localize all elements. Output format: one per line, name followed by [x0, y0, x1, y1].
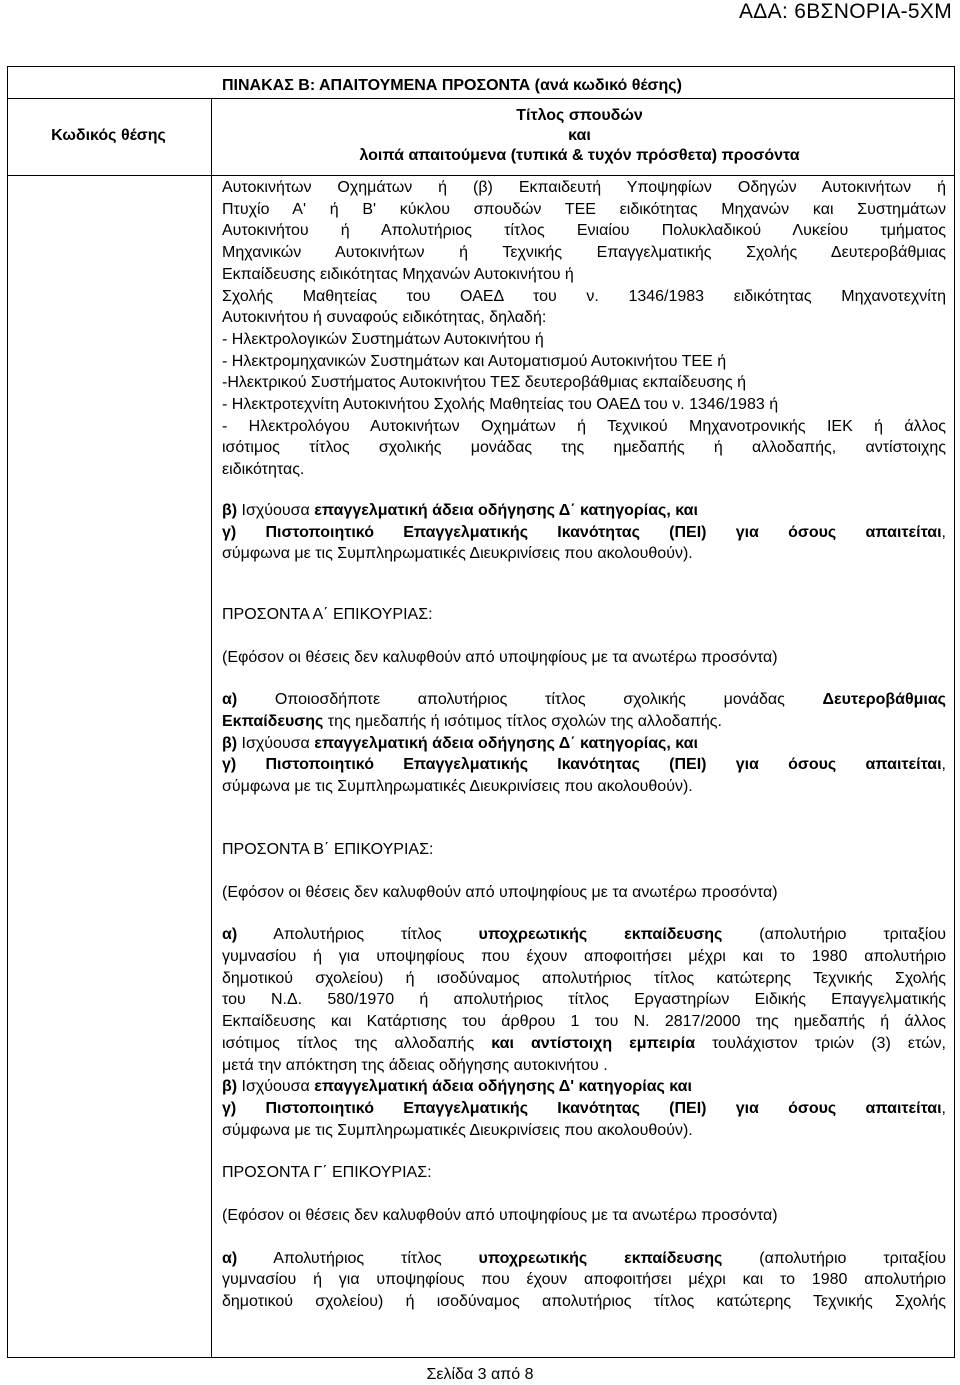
bold-run: επαγγελματική άδεια οδήγησης Δ' κατηγορίας και: [314, 1078, 692, 1096]
text-line: -Ηλεκτρικού Συστήματος Αυτοκινήτου ΤΕΣ δευτεροβάθμιας εκπαίδευσης ή: [222, 374, 747, 392]
text-run: ,: [941, 523, 946, 541]
table-title: ΠΙΝΑΚΑΣ Β: ΑΠΑΙΤΟΥΜΕΝΑ ΠΡΟΣΟΝΤΑ (ανά κωδικό θέσης): [222, 77, 682, 94]
text-line: - Ηλεκτρομηχανικών Συστημάτων και Αυτοματισμού Αυτοκινήτου ΤΕΕ ή: [222, 352, 727, 370]
text-line: του Ν.Δ. 580/1970 ή απολυτήριος τίτλος Εργαστηρίων Ειδικής Επαγγελματικής: [222, 991, 946, 1009]
requirement-b: [222, 500, 946, 522]
section-note: (Εφόσον οι θέσεις δεν καλυφθούν από υποψηφίους με τα ανωτέρω προσόντα): [222, 883, 778, 901]
bold-run: υποχρεωτικής εκπαίδευσης: [478, 1249, 723, 1267]
text-run: Ισχύουσα: [237, 1078, 315, 1096]
bold-run: Εκπαίδευσης: [222, 713, 324, 731]
bold-run: γ) Πιστοποιητικό Επαγγελματικής Ικανότητας (ΠΕΙ) για όσους απαιτείται: [222, 1099, 942, 1117]
text-line: [222, 711, 946, 733]
section-heading: ΠΡΟΣΟΝΤΑ Γ΄ ΕΠΙΚΟΥΡΙΑΣ:: [222, 1164, 432, 1182]
text-run: ,: [941, 756, 946, 774]
qualifications-body: [222, 177, 946, 1313]
requirement-a: [222, 924, 946, 946]
requirement-b: [222, 1076, 946, 1098]
text-run: Ισχύουσα: [237, 734, 315, 752]
column-divider: [211, 98, 212, 1357]
text-line: Πτυχίο Α' ή Β' κύκλου σπουδών ΤΕΕ ειδικότητας Μηχανών και Συστημάτων: [222, 200, 946, 218]
text-line: ειδικότητας.: [222, 461, 305, 479]
text-line: γυμνασίου ή για υποψηφίους που έχουν αποφοιτήσει μέχρι και το 1980 απολυτήριο: [222, 1271, 946, 1289]
text-line: Μηχανικών Αυτοκινήτων ή Τεχνικής Επαγγελματικής Σχολής Δευτεροβάθμιας: [222, 244, 946, 262]
text-line: Αυτοκινήτου ή Απολυτήριος τίτλος Ενιαίου Πολυκλαδικού Λυκείου τμήματος: [222, 222, 946, 240]
section-note: (Εφόσον οι θέσεις δεν καλυφθούν από υποψηφίους με τα ανωτέρω προσόντα): [222, 1207, 778, 1225]
requirement-b: [222, 733, 946, 755]
text-line: δημοτικού σχολείου) ή ισοδύναμος απολυτήριος τίτλος κατώτερης Τεχνικής Σχολής: [222, 969, 946, 987]
bold-run: επαγγελματική άδεια οδήγησης Δ΄ κατηγορίας, και: [314, 501, 698, 519]
text-run: τουλάχιστον τριών (3) ετών,: [695, 1034, 947, 1052]
text-line: Εκπαίδευσης και Κατάρτισης του άρθρου 1 του Ν. 2817/2000 της ημεδαπής ή άλλος: [222, 1013, 946, 1031]
text-line: δημοτικού σχολείου) ή ισοδύναμος απολυτήριος τίτλος κατώτερης Τεχνικής Σχολής: [222, 1293, 946, 1311]
ada-code: ΑΔΑ: 6ΒΣΝΟΡΙΑ-5ΧΜ: [739, 0, 952, 23]
text-line: - Ηλεκτροτεχνίτη Αυτοκινήτου Σχολής Μαθητείας του ΟΑΕΔ του ν. 1346/1983 ή: [222, 396, 779, 414]
text-line: - Ηλεκτρολόγου Αυτοκινήτων Οχημάτων ή Τεχνικού Μηχανοτρονικής ΙΕΚ ή άλλος: [222, 417, 946, 435]
text-line: σύμφωνα με τις Συμπληρωματικές Διευκρινίσεις που ακολουθούν).: [222, 778, 693, 796]
requirement-g: [222, 522, 946, 544]
requirement-g: [222, 1098, 946, 1120]
text-line: Σχολής Μαθητείας του ΟΑΕΔ του ν. 1346/1983 ειδικότητας Μηχανοτεχνίτη: [222, 287, 946, 305]
text-run: (απολυτήριο τριταξίου: [722, 1249, 947, 1267]
text-line: - Ηλεκτρολογικών Συστημάτων Αυτοκινήτου ή: [222, 330, 544, 348]
text-run: Απολυτήριος τίτλος: [237, 926, 479, 944]
col-header-line: και: [568, 127, 591, 144]
text-run: (απολυτήριο τριταξίου: [722, 926, 947, 944]
text-line: γυμνασίου ή για υποψηφίους που έχουν αποφοιτήσει μέχρι και το 1980 απολυτήριο: [222, 947, 946, 965]
text-line: Εκπαίδευσης ειδικότητας Μηχανών Αυτοκινήτου ή: [222, 265, 574, 283]
requirement-a: [222, 689, 946, 711]
requirement-g: [222, 754, 946, 776]
col-header-code: Κωδικός θέσης: [51, 127, 166, 144]
col-header-qualifications: [211, 106, 948, 166]
requirement-a: [222, 1248, 946, 1270]
text-line: σύμφωνα με τις Συμπληρωματικές Διευκρινίσεις που ακολουθούν).: [222, 545, 693, 563]
bold-run: Δευτεροβάθμιας: [822, 691, 946, 709]
section-note: (Εφόσον οι θέσεις δεν καλυφθούν από υποψηφίους με τα ανωτέρω προσόντα): [222, 648, 778, 666]
text-run: Ισχύουσα: [241, 501, 315, 519]
section-heading: ΠΡΟΣΟΝΤΑ Β΄ ΕΠΙΚΟΥΡΙΑΣ:: [222, 840, 434, 858]
bold-run: επαγγελματική άδεια οδήγησης Δ΄ κατηγορίας, και: [314, 734, 698, 752]
text-line: Αυτοκινήτου ή συναφούς ειδικότητας, δηλαδή:: [222, 309, 547, 327]
page-number: Σελίδα 3 από 8: [426, 1366, 534, 1383]
item-marker: β): [222, 501, 242, 519]
col-header-line: λοιπά απαιτούμενα (τυπικά & τυχόν πρόσθετα) προσόντα: [359, 147, 800, 164]
text-run: ,: [941, 1099, 946, 1117]
text-run: Απολυτήριος τίτλος: [237, 1249, 479, 1267]
text-line: ισότιμος τίτλος σχολικής μονάδας της ημεδαπής ή αλλοδαπής, αντίστοιχης: [222, 439, 946, 457]
text-line: [222, 1033, 946, 1055]
text-run: ισότιμος τίτλος της αλλοδαπής: [222, 1034, 492, 1052]
bold-run: υποχρεωτικής εκπαίδευσης: [478, 926, 723, 944]
text-line: μετά την απόκτηση της άδειας οδήγησης αυτοκινήτου .: [222, 1056, 608, 1074]
text-line: σύμφωνα με τις Συμπληρωματικές Διευκρινίσεις που ακολουθούν).: [222, 1121, 693, 1139]
item-marker: β): [222, 734, 238, 752]
item-marker: β): [222, 1078, 238, 1096]
item-marker: α): [222, 926, 238, 944]
item-marker: α): [222, 691, 238, 709]
bold-run: και αντίστοιχη εμπειρία: [491, 1034, 696, 1052]
col-header-line: Τίτλος σπουδών: [516, 107, 643, 124]
section-heading: ΠΡΟΣΟΝΤΑ Α΄ ΕΠΙΚΟΥΡΙΑΣ:: [222, 605, 433, 623]
bold-run: γ) Πιστοποιητικό Επαγγελματικής Ικανότητας (ΠΕΙ) για όσους απαιτείται: [222, 756, 942, 774]
item-marker: α): [222, 1249, 238, 1267]
text-line: Αυτοκινήτων Οχημάτων ή (β) Εκπαιδευτή Υποψηφίων Οδηγών Αυτοκινήτων ή: [222, 179, 946, 196]
text-run: της ημεδαπής ή ισότιμος τίτλος σχολών της αλλοδαπής.: [323, 713, 722, 731]
table-divider: [8, 175, 954, 176]
text-run: Οποιοσδήποτε απολυτήριος τίτλος σχολικής μονάδας: [237, 691, 823, 709]
bold-run: γ) Πιστοποιητικό Επαγγελματικής Ικανότητας (ΠΕΙ) για όσους απαιτείται: [222, 523, 942, 541]
